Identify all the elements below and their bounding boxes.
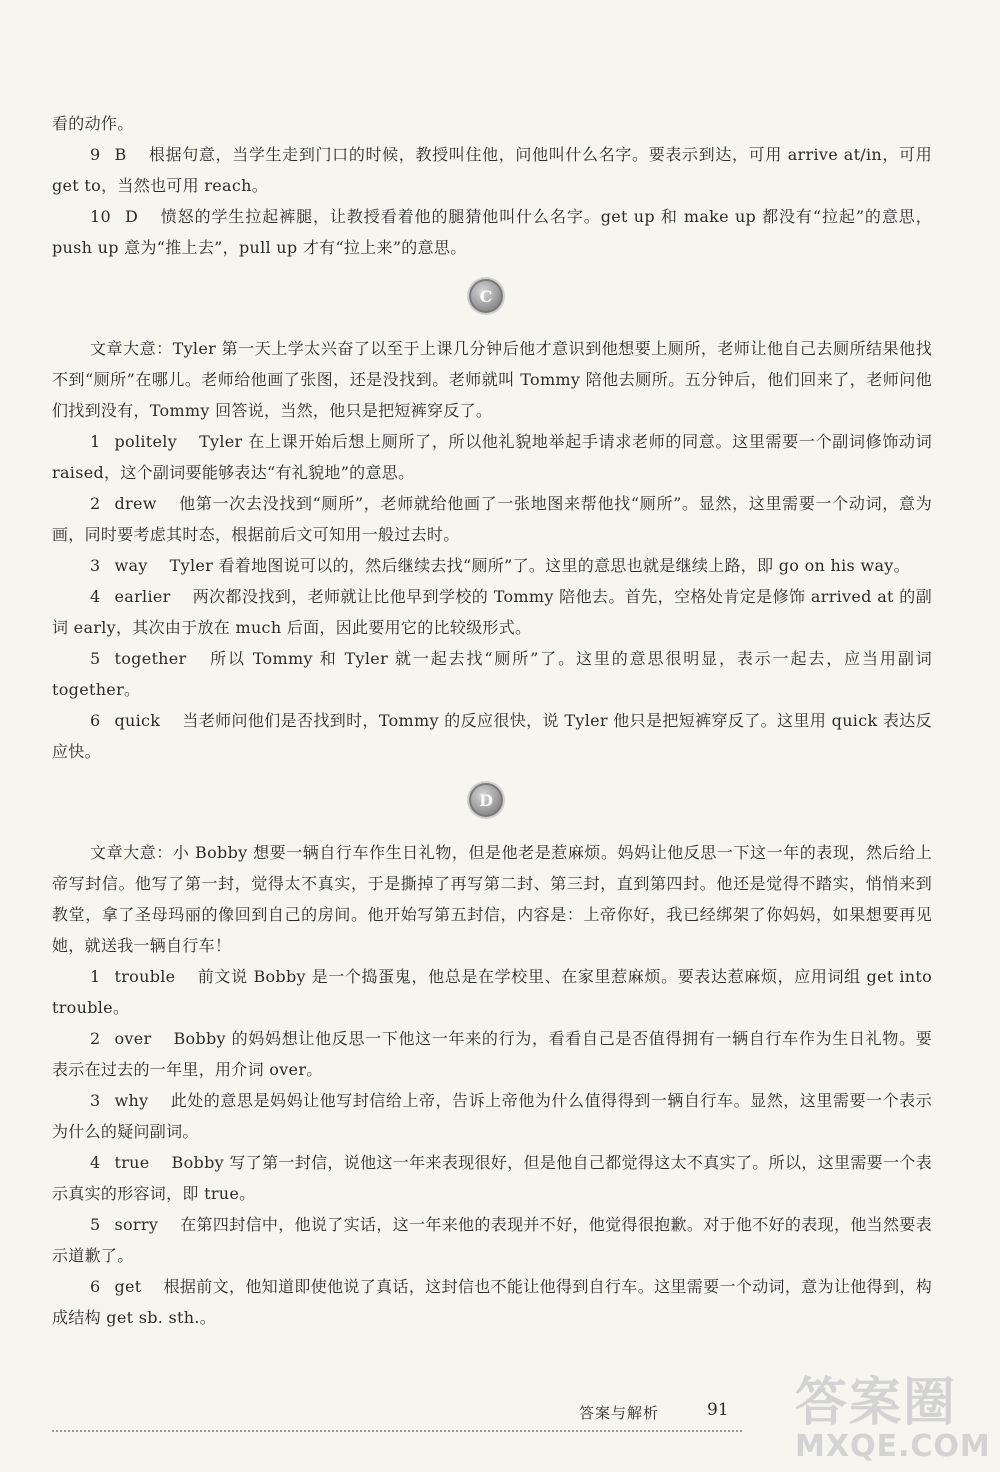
item-answer: D (124, 207, 139, 226)
item-number: 4 (90, 587, 101, 606)
item-answer: way (114, 556, 148, 575)
item-explanation: 根据前文，他知道即使他说了真话，这封信也不能让他得到自行车。这里需要一个动词，意为让他得到，构成结构 get sb. sth.。 (52, 1277, 932, 1327)
item-number: 2 (90, 1029, 101, 1048)
item-number: 9 (90, 145, 101, 164)
item-explanation: Bobby 的妈妈想让他反思一下他这一年来的行为，看看自己是否值得拥有一辆自行车作为生日礼物。要表示在过去的一年里，用介词 over。 (52, 1029, 932, 1079)
watermark-logo (795, 1375, 991, 1463)
item-explanation: Tyler 在上课开始后想上厕所了，所以他礼貌地举起手请求老师的同意。这里需要一个副词修饰动词 raised，这个副词要能够表达“有礼貌地”的意思。 (52, 432, 932, 482)
item-answer: get (114, 1277, 142, 1296)
item-answer: why (114, 1091, 149, 1110)
watermark-text: 答案圈 (795, 1373, 958, 1433)
item-explanation: 两次都没找到，老师就让比他早到学校的 Tommy 陪他去。首先，空格处肯定是修饰 arrived at 的副词 early，其次由于放在 much 后面，因此要用它的比较级形式。 (52, 587, 932, 637)
item-number: 2 (90, 494, 101, 513)
item-answer: sorry (114, 1215, 159, 1234)
item-answer: true (114, 1153, 150, 1172)
item-explanation: 所以 Tommy 和 Tyler 就一起去找“厕所”了。这里的意思很明显，表示一起去，应当用副词 together。 (52, 649, 932, 699)
paragraph-continuation: 看的动作。 (52, 114, 134, 133)
section-badge-c: C (469, 279, 503, 313)
answer-item (52, 201, 932, 263)
item-explanation: 根据句意，当学生走到门口的时候，教授叫住他，问他叫什么名字。要表示到达，可用 arrive at/in，可用 get to，当然也可用 reach。 (52, 145, 932, 195)
item-answer: together (114, 649, 187, 668)
section-c (52, 333, 932, 767)
section-c-header (52, 263, 932, 333)
item-explanation: 前文说 Bobby 是一个捣蛋鬼，他总是在学校里、在家里惹麻烦。要表达惹麻烦，应用词组 get into trouble。 (52, 967, 932, 1017)
item-answer: trouble (114, 967, 176, 986)
item-number: 3 (90, 1091, 101, 1110)
answer-item (52, 426, 932, 488)
section-summary: 文章大意：Tyler 第一天上学太兴奋了以至于上课几分钟后他才意识到他想要上厕所，老师让他自己去厕所结果他找不到“厕所”在哪儿。老师给他画了张图，还是没找到。老师就叫 Tommy 陪他去厕所。五分钟后，他们回来了，老师问他们找到没有，Tommy 回答说，当然，他只是把短裤穿反了。 (52, 339, 932, 420)
item-explanation: 在第四封信中，他说了实话，这一年来他的表现并不好，他觉得很抱歉。对于他不好的表现，他当然要表示道歉了。 (52, 1215, 932, 1265)
section-summary: 文章大意：小 Bobby 想要一辆自行车作生日礼物，但是他老是惹麻烦。妈妈让他反思一下这一年的表现，然后给上帝写封信。他写了第一封，觉得太不真实，于是撕掉了再写第二封、第三封，直到第四封。他还是觉得不踏实，悄悄来到教堂，拿了圣母玛丽的像回到自己的房间。他开始写第五封信，内容是：上帝你好，我已经绑架了你妈妈，如果想要再见她，就送我一辆自行车！ (52, 843, 932, 955)
item-number: 5 (90, 1215, 101, 1234)
item-number: 5 (90, 649, 101, 668)
item-number: 6 (90, 711, 101, 730)
answer-item (52, 1023, 932, 1085)
item-answer: quick (114, 711, 161, 730)
item-answer: over (114, 1029, 152, 1048)
item-answer: politely (114, 432, 178, 451)
section-badge-d: D (469, 783, 503, 817)
section-d (52, 837, 932, 1333)
item-number: 1 (90, 967, 101, 986)
section-b-continuation (52, 108, 932, 263)
answer-item (52, 961, 932, 1023)
item-number: 6 (90, 1277, 101, 1296)
item-explanation: 他第一次去没找到“厕所”，老师就给他画了一张地图来帮他找“厕所”。显然，这里需要一个动词，意为画，同时要考虑其时态，根据前后文可知用一般过去时。 (52, 494, 932, 544)
item-answer: B (114, 145, 127, 164)
item-explanation: 当老师问他们是否找到时，Tommy 的反应很快，说 Tyler 他只是把短裤穿反了。这里用 quick 表达反应快。 (52, 711, 932, 761)
item-number: 4 (90, 1153, 101, 1172)
answer-item (52, 1209, 932, 1271)
page-number: 91 (707, 1400, 729, 1420)
answer-item (52, 550, 932, 581)
item-number: 1 (90, 432, 101, 451)
answer-item (52, 1147, 932, 1209)
watermark-domain: MXQE.COM (795, 1429, 991, 1464)
footer-label: 答案与解析 (579, 1404, 660, 1422)
answer-item (52, 643, 932, 705)
item-explanation: Bobby 写了第一封信，说他这一年来表现很好，但是他自己都觉得这太不真实了。所以，这里需要一个表示真实的形容词，即 true。 (52, 1153, 932, 1203)
answer-item (52, 705, 932, 767)
item-explanation: 愤怒的学生拉起裤腿，让教授看着他的腿猜他叫什么名字。get up 和 make up 都没有“拉起”的意思，push up 意为“推上去”，pull up 才有“拉上来”的意思。 (52, 207, 932, 257)
answer-item (52, 488, 932, 550)
item-number: 3 (90, 556, 101, 575)
item-answer: earlier (114, 587, 171, 606)
item-explanation: 此处的意思是妈妈让他写封信给上帝，告诉上帝他为什么值得得到一辆自行车。显然，这里需要一个表示为什么的疑问副词。 (52, 1091, 932, 1141)
answer-item (52, 1271, 932, 1333)
answer-item (52, 139, 932, 201)
item-number: 10 (90, 207, 111, 226)
answer-item (52, 1085, 932, 1147)
section-d-header (52, 767, 932, 837)
footer-divider (52, 1430, 742, 1432)
item-answer: drew (114, 494, 157, 513)
item-explanation: Tyler 看着地图说可以的，然后继续去找“厕所”了。这里的意思也就是继续上路，即 go on his way。 (169, 556, 910, 575)
answer-item (52, 581, 932, 643)
answer-page (52, 108, 932, 1333)
